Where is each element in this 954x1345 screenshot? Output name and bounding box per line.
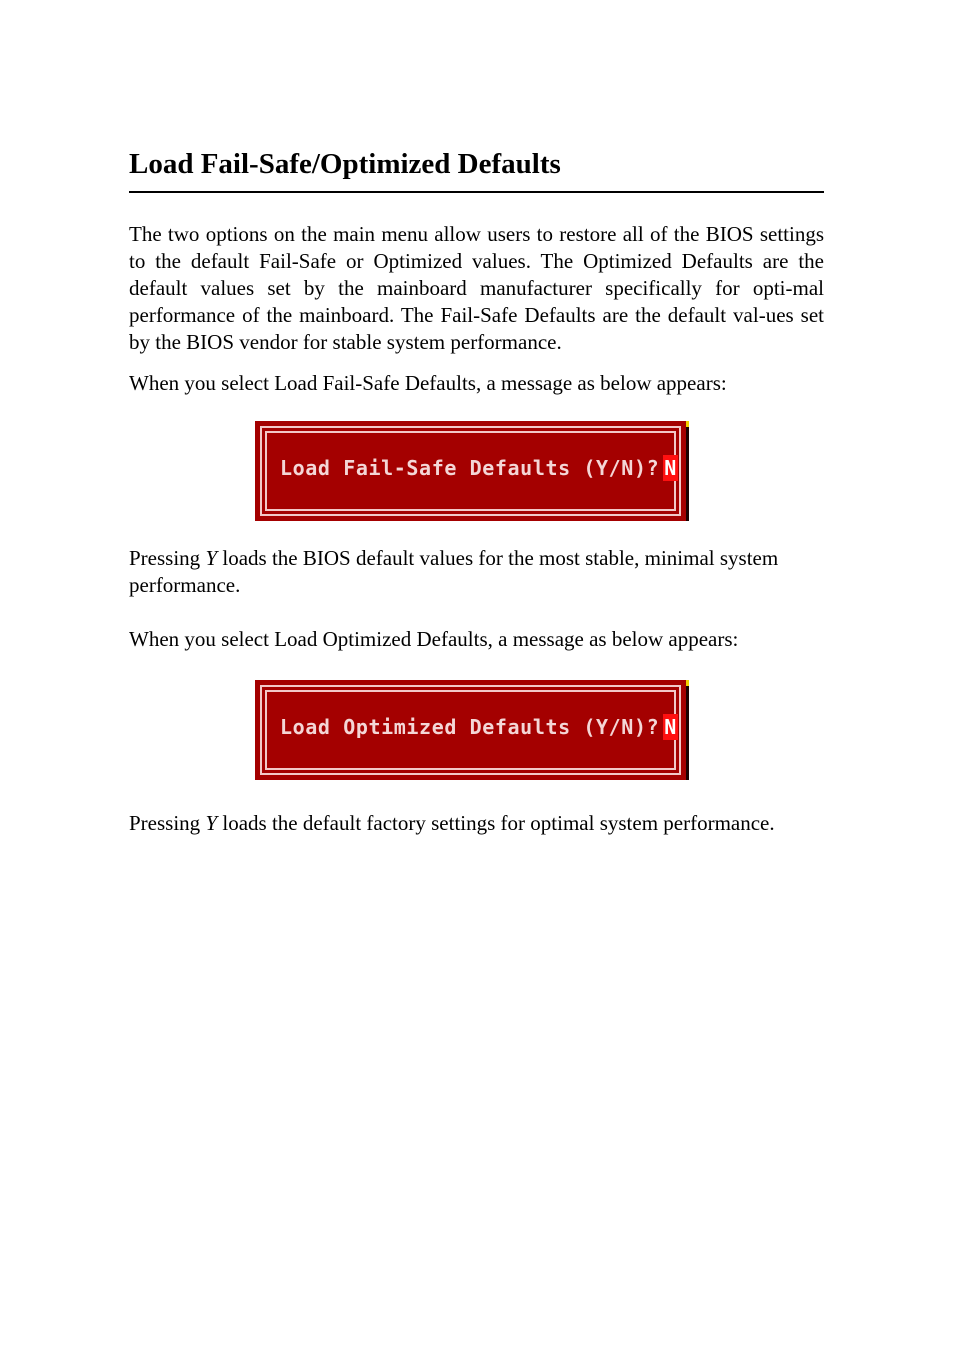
optimized-dialog-message [280, 714, 678, 740]
intro-paragraph: The two options on the main menu allow users to restore all of the BIOS settings to the default Fail-Safe or Optimized values. The Optimized Defaults are the default values set by the mainboard manufacturer specifically for opti-mal performance of the mainboard. The Fail-Safe Defaults are the default val-ues set by the BIOS vendor for stable system performance. [129, 222, 824, 354]
optimized-dialog-answer-cursor: N [664, 715, 677, 739]
failsafe-dialog-edge [686, 421, 689, 521]
title-underline [129, 191, 824, 193]
optimized-explanation-rest: loads the default factory settings for optimal system performance. [217, 811, 775, 835]
optimized-dialog-screenshot [255, 680, 689, 780]
failsafe-key-y: Y [205, 546, 218, 570]
optimized-dialog-edge-marker [686, 680, 689, 686]
optimized-dialog-prompt: Load Optimized Defaults (Y/N)? [280, 715, 660, 739]
optimized-explanation-prefix: Pressing [129, 811, 206, 835]
failsafe-explanation-rest: loads the BIOS default values for the most stable, minimal system performance. [129, 546, 779, 597]
optimized-lead-text: When you select Load Optimized Defaults, a message as below appears: [129, 627, 739, 651]
optimized-dialog-edge [686, 680, 689, 780]
failsafe-explanation [129, 545, 824, 599]
failsafe-lead-text: When you select Load Fail-Safe Defaults, a message as below appears: [129, 371, 727, 395]
failsafe-explanation-prefix: Pressing [129, 546, 206, 570]
failsafe-dialog-message [280, 455, 678, 481]
failsafe-dialog-prompt: Load Fail-Safe Defaults (Y/N)? [280, 456, 660, 480]
failsafe-dialog-answer-cursor: N [664, 456, 677, 480]
optimized-explanation [129, 810, 824, 837]
page-title: Load Fail-Safe/Optimized Defaults [129, 148, 561, 180]
failsafe-dialog-screenshot [255, 421, 689, 521]
optimized-key-y: Y [205, 811, 218, 835]
failsafe-dialog-edge-marker [686, 421, 689, 427]
